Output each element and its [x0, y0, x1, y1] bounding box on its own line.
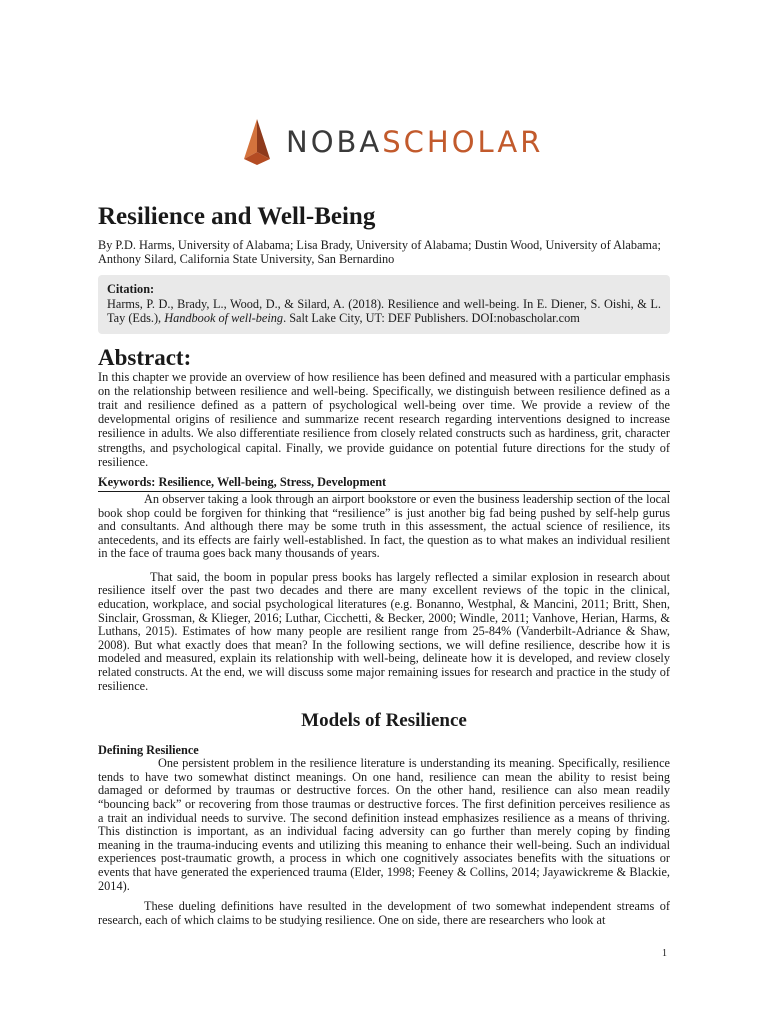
logo-scholar-text: SCHOLAR [382, 124, 544, 159]
article-content [98, 200, 670, 927]
models-paragraph-2: These dueling definitions have resulted in the development of two somewhat independent streams of research, each of which claims to be studying resilience. One on side, there are researchers who look at [98, 899, 670, 927]
article-authors: By P.D. Harms, University of Alabama; Lisa Brady, University of Alabama; Dustin Wood, University of Alabama; Anthony Silard, California State University, San Bernardino [98, 238, 661, 266]
nobascholar-logo [240, 118, 543, 166]
intro-paragraph-1: An observer taking a look through an airport bookstore or even the business leadership section of the local book shop could be forgiven for thinking that “resilience” is just another big fad being pushed by self-help gurus and consultants. And although there may be some truth in this assessment, the actual science of resilience, its antecedents, and its effects are fairly well-established. In fact, the question as to what makes an individual resilient in the face of trauma goes back many thousands of years. [98, 491, 670, 561]
article-title: Resilience and Well-Being [98, 203, 376, 230]
citation-text-before: Harms, P. D., Brady, L., Wood, D., & Silard, A. (2018). Resilience and well-being. In E. Diener, S. Oishi, & L. Tay (Eds.), [107, 296, 661, 325]
page-number: 1 [662, 948, 667, 959]
intro-paragraph-2: That said, the boom in popular press books has largely reflected a similar explosion in research about resilience itself over the past two decades and there are many excellent reviews of the topic in the clinical, education, workplace, and social psychological literatures (e.g. Bonanno, Westphal, & Mancini, 2011; Britt, Shen, Sinclair, Grossman, & Klieger, 2016; Luthar, Cicchetti, & Becker, 2000; Windle, 2011; Vanhove, Herian, Harms, & Luthans, 2015). Estimates of how many people are resilient range from 25-84% (Vanderbilt-Adriance & Shaw, 2008). But what exactly does that mean? In the following sections, we will define resilience, describe how it is modeled and measured, explain its relationship with well-being, delineate how it is developed, and review closely related constructs. At the end, we will discuss some major remaining issues for research and practice in the study of resilience. [98, 569, 670, 693]
abstract-heading: Abstract: [98, 344, 192, 370]
citation-book-title: Handbook of well-being [164, 311, 284, 325]
citation-text [107, 297, 661, 326]
abstract-text: In this chapter we provide an overview of how resilience has been defined and measured with a particular emphasis on the relationship between resilience and well-being. Specifically, we distinguish between resilience defined as a trait and resilience defined as a pattern of psychological well-being over time. We provide a review of the developmental origins of resilience and summarize recent research regarding interventions designed to increase resilience in adults. We also differentiate resilience from closely related constructs such as hardiness, grit, character strengths, and psychological capital. Finally, we provide guidance on potential future directions for the study of resilience. [98, 369, 670, 469]
citation-box [98, 275, 670, 334]
logo-noba-text: NOBA [286, 124, 383, 159]
citation-text-after: . Salt Lake City, UT: DEF Publishers. DOI:nobascholar.com [283, 311, 580, 325]
logo-wordmark [286, 124, 544, 159]
keywords: Keywords: Resilience, Well-being, Stress, Development [98, 475, 670, 492]
section-heading-models: Models of Resilience [301, 710, 467, 732]
models-paragraph-1: One persistent problem in the resilience literature is understanding its meaning. Specifically, resilience tends to have two somewhat distinct meanings. On one hand, resilience can mean the ability to resist being damaged or deformed by traumas or destructive forces. On the other hand, resilience can also mean readily “bouncing back” or recovering from those traumas or destructive forces. The first definition perceives resilience as a trait an individual needs to survive. The second definition instead emphasizes resilience as a means of thriving. This distinction is important, as an individual facing adversity can go further than merely coping by finding meaning in the trauma-inducing events and utilizing this meaning to enhance their well-being. Such an individual experiences post-traumatic growth, a process in which one cognitively associates benefits with the situations or events that have generated the experienced trauma (Elder, 1998; Feeney & Collins, 2014; Jayawickreme & Blackie, 2014). [98, 756, 670, 893]
subheading-defining-resilience: Defining Resilience [98, 743, 199, 758]
citation-label: Citation: [107, 282, 155, 296]
noba-mountain-icon [240, 119, 274, 165]
